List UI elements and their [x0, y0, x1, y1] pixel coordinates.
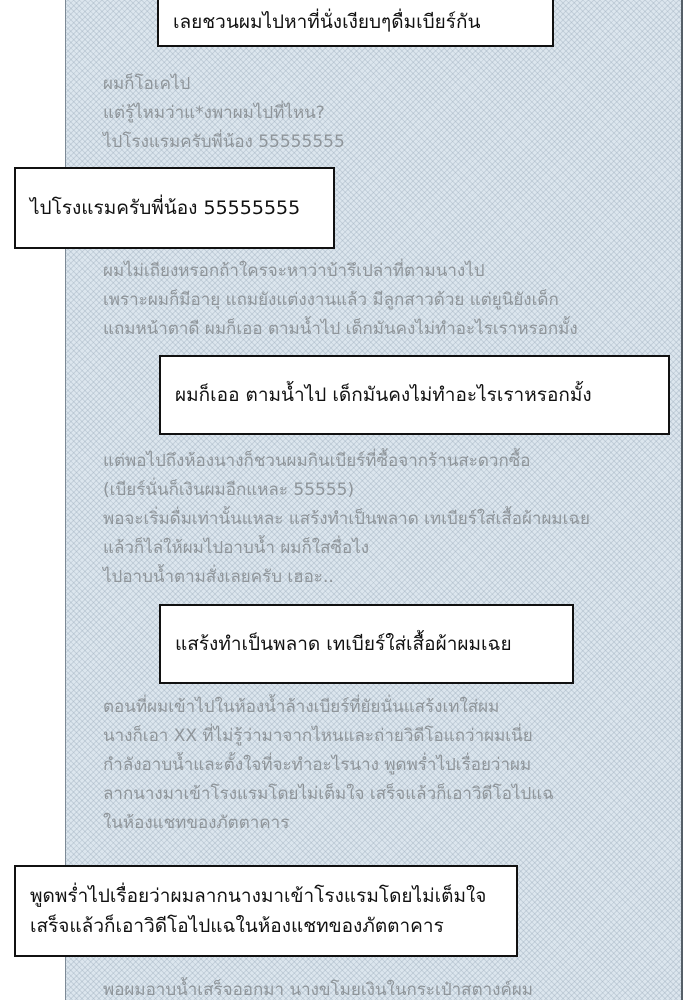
paragraph-line: แล้วก็ไล่ให้ผมไปอาบน้ำ ผมก็ใสซื่อไง	[103, 538, 370, 558]
paragraph-line: ผมก็โอเคไป	[103, 74, 191, 94]
post-paragraph	[103, 257, 578, 344]
paragraph-line: ลากนางมาเข้าโรงแรมโดยไม่เต็มใจ เสร็จแล้วก็เอาวิดีโอไปแฉ	[103, 784, 554, 804]
paragraph-line: ผมไม่เถียงหรอกถ้าใครจะหาว่าบ้ารึเปล่าที่ตามนางไป	[103, 261, 485, 281]
paragraph-line: (เบียร์นั่นก็เงินผมอีกแหละ 55555)	[103, 480, 355, 500]
paragraph-line: ในห้องแชทของภัตตาคาร	[103, 813, 290, 833]
post-paragraph	[103, 70, 345, 157]
caption-box	[14, 167, 335, 249]
caption-line: ผมก็เออ ตามน้ำไป เด็กมันคงไม่ทำอะไรเราหรอกมั้ง	[175, 384, 592, 406]
paragraph-line: เพราะผมก็มีอายุ แถมยังแต่งงานแล้ว มีลูกสาวด้วย แต่ยูนิยังเด็ก	[103, 290, 559, 310]
caption-line: ไปโรงแรมครับพี่น้อง 55555555	[30, 197, 301, 219]
caption-box	[159, 355, 670, 435]
paragraph-line: แถมหน้าตาดี ผมก็เออ ตามน้ำไป เด็กมันคงไม่ทำอะไรเราหรอกมั้ง	[103, 319, 578, 339]
paragraph-line: ไปอาบน้ำตามสั่งเลยครับ เฮอะ..	[103, 567, 334, 587]
caption-line: เสร็จแล้วก็เอาวิดีโอไปแฉในห้องแชทของภัตตาคาร	[30, 915, 444, 937]
paragraph-line: ตอนที่ผมเข้าไปในห้องน้ำล้างเบียร์ที่ยัยนั่นแสร้งเทใส่ผม	[103, 697, 500, 717]
paragraph-line: นางก็เอา XX ที่ไม่รู้ว่ามาจากไหนและถ่ายวิดีโอแถว่าผมเนี่ย	[103, 726, 533, 746]
caption-box	[159, 604, 574, 684]
paragraph-line: พอจะเริ่มดื่มเท่านั้นแหละ แสร้งทำเป็นพลาด เทเบียร์ใส่เสื้อผ้าผมเฉย	[103, 509, 590, 529]
paragraph-line: ไปโรงแรมครับพี่น้อง 55555555	[103, 132, 345, 152]
caption-line: เลยชวนผมไปหาที่นั่งเงียบๆดื่มเบียร์กัน	[173, 11, 481, 33]
post-paragraph	[103, 447, 590, 592]
caption-box	[157, 0, 554, 47]
caption-box	[14, 865, 518, 957]
paragraph-line: แต่พอไปถึงห้องนางก็ชวนผมกินเบียร์ที่ซื้อจากร้านสะดวกซื้อ	[103, 451, 531, 471]
paragraph-line: กำลังอาบน้ำและตั้งใจที่จะทำอะไรนาง พูดพร่ำไปเรื่อยว่าผม	[103, 755, 532, 775]
caption-line: แสร้งทำเป็นพลาด เทเบียร์ใส่เสื้อผ้าผมเฉย	[175, 633, 512, 655]
paragraph-line: แต่รู้ไหมว่าแ*งพาผมไปที่ไหน?	[103, 103, 325, 123]
paragraph-line: พอผมอาบน้ำเสร็จออกมา นางขโมยเงินในกระเป๋าสตางค์ผม	[103, 980, 533, 1000]
post-paragraph	[103, 976, 533, 1000]
caption-line: พูดพร่ำไปเรื่อยว่าผมลากนางมาเข้าโรงแรมโดยไม่เต็มใจ	[30, 885, 487, 907]
post-paragraph	[103, 693, 554, 838]
